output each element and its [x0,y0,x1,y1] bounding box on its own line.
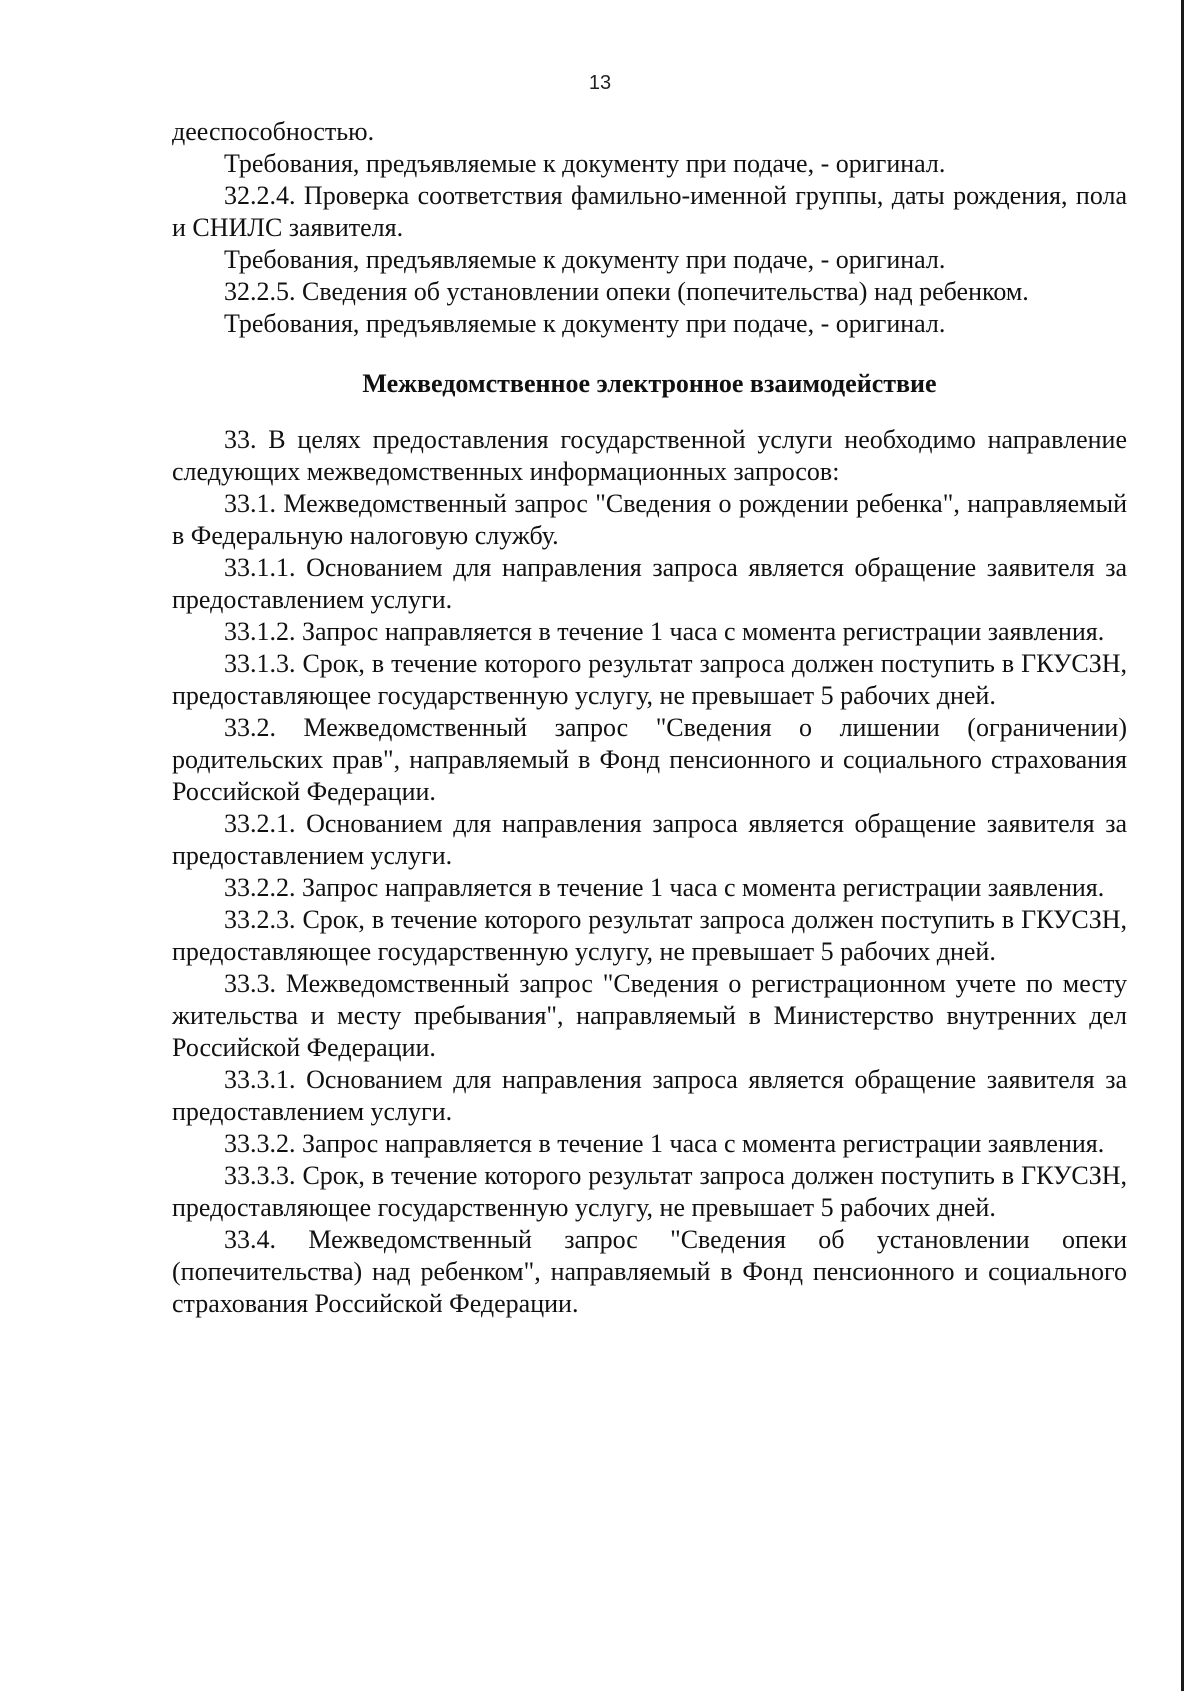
section-heading: Межведомственное электронное взаимодействие [362,369,937,398]
document-body [172,116,1127,1320]
paragraph: 33.3.1. Основанием для направления запроса является обращение заявителя за предоставлением услуги. [172,1065,1127,1126]
paragraph: 33.1.3. Срок, в течение которого результат запроса должен поступить в ГКУСЗН, предоставляющее государственную услугу, не превышает 5 рабочих дней. [172,649,1127,710]
paragraph: 33.1. Межведомственный запрос "Сведения о рождении ребенка", направляемый в Федеральную налоговую службу. [172,489,1127,550]
paragraph: Требования, предъявляемые к документу при подаче, - оригинал. [224,309,946,338]
paragraph: 33.2.3. Срок, в течение которого результат запроса должен поступить в ГКУСЗН, предоставляющее государственную услугу, не превышает 5 рабочих дней. [172,905,1127,966]
paragraph: 32.2.5. Сведения об установлении опеки (попечительства) над ребенком. [224,277,1029,306]
paragraph: 33.2.1. Основанием для направления запроса является обращение заявителя за предоставлением услуги. [172,809,1127,870]
paragraph: 33.1.2. Запрос направляется в течение 1 часа с момента регистрации заявления. [224,617,1105,646]
paragraph: 33.4. Межведомственный запрос "Сведения об установлении опеки (попечительства) над ребенком", направляемый в Фонд пенсионного и социального страхования Российской Федерации. [172,1225,1127,1318]
paragraph: дееспособностью. [172,117,375,146]
paragraph: 33. В целях предоставления государственной услуги необходимо направление следующих межведомственных информационных запросов: [172,425,1127,486]
paragraph: 33.3. Межведомственный запрос "Сведения о регистрационном учете по месту жительства и месту пребывания", направляемый в Министерство внутренних дел Российской Федерации. [172,969,1127,1062]
scan-edge-line [1181,0,1184,1691]
page-number: 13 [588,72,612,94]
paragraph: Требования, предъявляемые к документу при подаче, - оригинал. [224,245,946,274]
section-before-heading [172,116,1127,340]
paragraph: 33.2. Межведомственный запрос "Сведения о лишении (ограничении) родительских прав", направляемый в Фонд пенсионного и социального страхования Российской Федерации. [172,713,1127,806]
paragraph: 33.1.1. Основанием для направления запроса является обращение заявителя за предоставлением услуги. [172,553,1127,614]
section-after-heading [172,424,1127,1320]
paragraph: 33.3.3. Срок, в течение которого результат запроса должен поступить в ГКУСЗН, предоставляющее государственную услугу, не превышает 5 рабочих дней. [172,1161,1127,1222]
paragraph: 33.2.2. Запрос направляется в течение 1 часа с момента регистрации заявления. [224,873,1105,902]
paragraph: Требования, предъявляемые к документу при подаче, - оригинал. [224,149,946,178]
paragraph: 33.3.2. Запрос направляется в течение 1 часа с момента регистрации заявления. [224,1129,1105,1158]
paragraph: 32.2.4. Проверка соответствия фамильно-именной группы, даты рождения, пола и СНИЛС заявителя. [172,181,1127,242]
